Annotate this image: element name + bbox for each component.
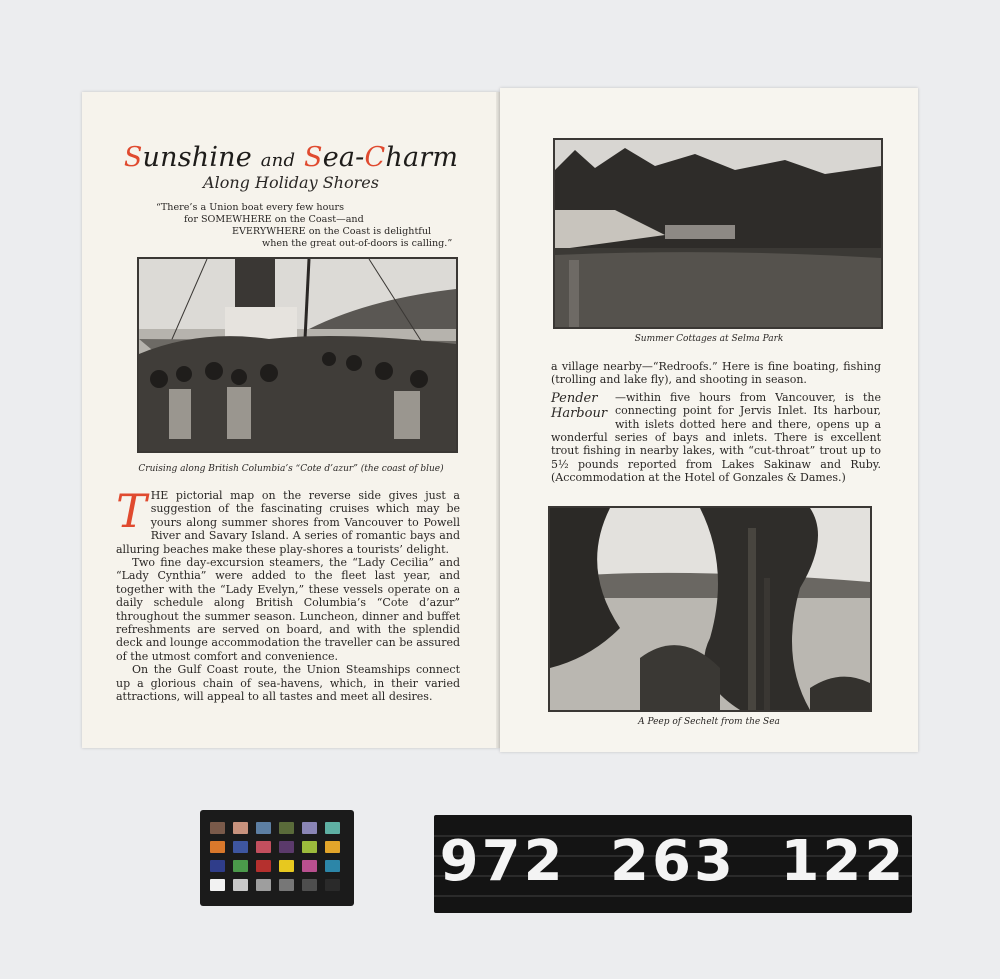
right-page [500,88,918,752]
left-body-text: THE pictorial map on the reverse side gives just a suggestion of the fascinating cruises which may be yours along summer shores from Vancouver to Powell River and Savary Island. A series of romantic bays and alluring beaches make these play-shores a tourists’ delight. Two fine day-excursion steamers, the “Lady Cecilia” and “Lady Cynthia” were added to the fleet last year, and together with the “Lady Evelyn,” these vessels operate on a daily schedule along British Columbia’s “Cote d’azur” throughout the summer season. Luncheon, dinner and buffet refreshments are served on board, and with the splendid deck and lounge accommodation the traveller can be assured of the utmost comfort and convenience. On the Gulf Coast route, the Union Steamships connect up a glorious chain of sea-havens, which, in their varied attractions, will appeal to all tastes and meet all desires. [116,484,461,704]
sechelt-caption: A Peep of Sechelt from the Sea [638,717,780,727]
color-swatch [256,879,271,891]
color-swatch [233,822,248,834]
left-page [82,92,500,748]
quote-line-1: “There’s a Union boat every few hours [156,202,345,213]
page-title: Sunshine and Sea-Charm [123,142,459,173]
color-swatch [279,879,294,891]
color-swatch [256,822,271,834]
right-body-text: a village nearby—“Redroofs.” Here is fine boating, fishing (trolling and lake fly), and shooting in season. Pender Harbour —within five hours from Vancouver, is the connecting point for Jervis Inlet. Its harbour, with islets dotted here and there, opens up a wonderful series of bays and inlets. There is excellent trout fishing in nearby lakes, with “cut-throat” trout up to 5½ pounds reported from Lakes Sakinaw and Ruby. (Accommodation at the Hotel of Gonzales & Dames.) [551,360,881,485]
color-swatch [210,841,225,853]
color-swatch [302,822,317,834]
page-subtitle: Along Holiday Shores [203,173,379,192]
pender-harbour-label: Pender Harbour [551,390,608,421]
color-swatch [256,860,271,872]
quote-line-3: EVERYWHERE on the Coast is delightful [232,226,432,237]
color-swatch [279,860,294,872]
color-swatch [325,822,340,834]
color-swatch [302,879,317,891]
paragraph-village: a village nearby—“Redroofs.” Here is fine boating, fishing (trolling and lake fly), and shooting in season. [551,360,881,387]
color-swatch [279,841,294,853]
accession-number: 972 263 122 [439,829,907,894]
color-swatch [325,860,340,872]
selma-park-caption: Summer Cottages at Selma Park [634,334,784,344]
paragraph-2: Two fine day-excursion steamers, the “Lady Cecilia” and “Lady Cynthia” were added to the fleet last year, and together with the “Lady Evelyn,” these vessels operate on a daily schedule along British Columbia’s “Cote d’azur” throughout the summer season. Luncheon, dinner and buffet refreshments are served on board, and with the splendid deck and lounge accommodation the traveller can be assured of the utmost comfort and convenience. [116,556,461,663]
color-swatch [233,860,248,872]
accession-number-strip [434,815,912,913]
color-swatch [210,860,225,872]
color-swatch [302,841,317,853]
color-checker-card [200,810,354,906]
color-swatch [279,822,294,834]
color-swatch [233,841,248,853]
color-swatch [210,879,225,891]
selma-park-photo [553,138,883,329]
color-swatch [210,822,225,834]
color-swatch [325,841,340,853]
color-swatch [256,841,271,853]
color-swatch [302,860,317,872]
sechelt-photo [548,506,872,712]
quote-line-2: for SOMEWHERE on the Coast—and [184,214,364,225]
paragraph-3: On the Gulf Coast route, the Union Steamships connect up a glorious chain of sea-havens, which, in their varied attractions, will appeal to all tastes and meet all desires. [116,663,460,704]
color-swatch [233,879,248,891]
drop-cap: T [116,484,147,538]
ship-deck-photo [137,257,458,453]
color-swatch [325,879,340,891]
quote-line-4: when the great out-of-doors is calling.” [262,238,453,249]
ship-photo-caption: Cruising along British Columbia’s “Cote d’azur” (the coast of blue) [138,464,444,474]
